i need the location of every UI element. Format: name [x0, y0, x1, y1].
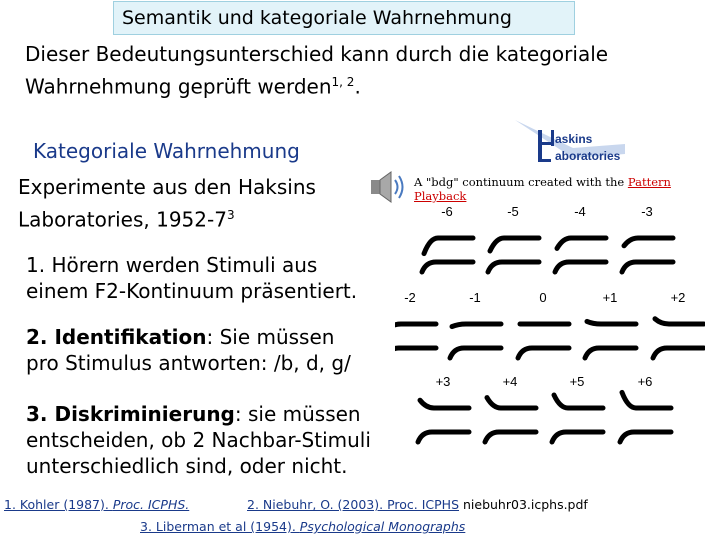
step-3-line-3: unterschiedlich sind, oder nicht.: [26, 454, 348, 478]
step-3: [26, 401, 371, 479]
step-2: [26, 324, 351, 376]
intro-text: [25, 40, 625, 101]
continuum-label: +1: [602, 290, 618, 305]
logo-text-1: askins: [555, 132, 593, 146]
pattern-playback-link[interactable]: Pattern Playback: [414, 175, 671, 203]
experiments-line-2: Laboratories, $1952-7^3$: [18, 207, 235, 232]
reference-1[interactable]: 1. Kohler (1987). Proc. ICPHS.: [4, 497, 190, 512]
continuum-figure: [395, 200, 705, 460]
step-3-line-1: 3. Diskriminierung: sie müssen: [26, 402, 361, 426]
f2-formant-mark: [487, 398, 536, 408]
step-1-line-1: 1. Hörern werden Stimuli aus: [26, 253, 318, 277]
f2-formant-mark: [557, 238, 606, 248]
intro-footnote-marks: 1, 2: [331, 75, 355, 89]
f1-formant-mark: [518, 348, 569, 358]
step-3-line-2: entscheiden, ob 2 Nachbar-Stimuli: [26, 428, 371, 452]
f2-formant-mark: [424, 238, 473, 254]
f2-formant-mark: [420, 400, 469, 408]
step-1: [26, 252, 357, 304]
f1-formant-mark: [653, 348, 704, 358]
logo-text-2: aboratories: [555, 149, 621, 163]
continuum-label: +2: [670, 290, 686, 305]
continuum-label: -2: [404, 290, 416, 305]
f1-formant-mark: [622, 262, 673, 272]
f2-formant-mark: [452, 324, 501, 327]
intro-line-1: Dieser Bedeutungsunterschied kann durch die kategoriale: [25, 42, 609, 66]
f1-formant-mark: [450, 348, 501, 358]
f2-formant-mark: [655, 319, 704, 324]
slide-title: Semantik und kategoriale Wahrnehmung: [113, 1, 575, 35]
continuum-label: -6: [441, 204, 453, 219]
f2-formant-mark: [587, 321, 636, 324]
f2-formant-mark: [624, 238, 673, 246]
continuum-label: +6: [637, 374, 653, 389]
continuum-label: -4: [574, 204, 586, 219]
f1-formant-mark: [418, 432, 469, 442]
f1-formant-mark: [395, 348, 436, 358]
section-title: Kategoriale Wahrnehmung: [33, 139, 300, 163]
continuum-label: -5: [507, 204, 519, 219]
continuum-label: 0: [539, 290, 547, 305]
continuum-label: +4: [502, 374, 518, 389]
continuum-label: -3: [641, 204, 653, 219]
reference-2[interactable]: 2. Niebuhr, O. (2003). Proc. ICPHS niebuhr03.icphs.pdf: [247, 497, 588, 512]
f1-formant-mark: [422, 262, 473, 272]
continuum-label: -1: [469, 290, 481, 305]
f1-formant-mark: [620, 432, 671, 442]
haskins-logo: [513, 118, 628, 166]
experiments-footnote-mark: 3: [226, 208, 235, 222]
continuum-label: +3: [435, 374, 451, 389]
step-2-line-2: pro Stimulus antworten: /b, d, g/: [26, 351, 351, 375]
f1-formant-mark: [488, 262, 539, 272]
f1-formant-mark: [585, 348, 636, 358]
step-1-line-2: einem F2-Kontinuum präsentiert.: [26, 279, 358, 303]
f2-formant-mark: [490, 238, 539, 251]
step-2-line-1: 2. Identifikation: Sie müssen: [26, 325, 335, 349]
reference-3[interactable]: 3. Liberman et al (1954). Psychological Monographs: [140, 519, 466, 534]
intro-line-2: Wahrnehmung geprüft werden$^{1, 2}$.: [25, 74, 361, 99]
experiments-text: [18, 173, 316, 234]
figure-caption: A "bdg" continuum created with the Pattern Playback: [414, 175, 671, 203]
f2-formant-mark: [622, 392, 671, 408]
experiments-line-1: Experimente aus den Haksins: [18, 175, 316, 199]
f1-formant-mark: [485, 432, 536, 442]
f2-formant-mark: [395, 324, 436, 329]
f1-formant-mark: [552, 432, 603, 442]
f1-formant-mark: [555, 262, 606, 272]
continuum-label: +5: [569, 374, 585, 389]
f2-formant-mark: [554, 395, 603, 408]
